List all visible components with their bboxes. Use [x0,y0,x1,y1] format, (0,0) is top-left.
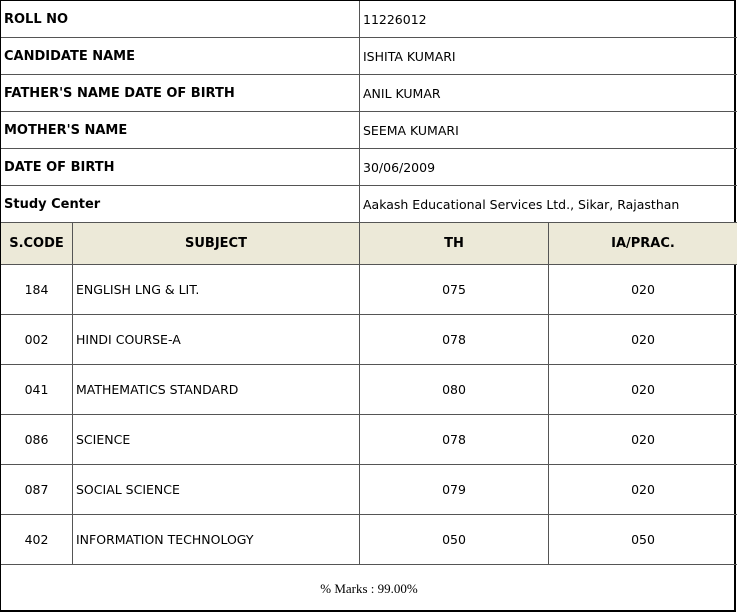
header-subject: SUBJECT [73,223,360,264]
subject-code: 041 [1,365,73,414]
header-th: TH [360,223,549,264]
subject-code: 087 [1,465,73,514]
ia-prac-marks: 020 [631,482,655,497]
theory-marks: 079 [360,465,549,514]
subject-name: MATHEMATICS STANDARD [73,365,360,414]
subject-name: SCIENCE [73,415,360,464]
info-row-candidate-name [1,38,737,75]
info-label: FATHER'S NAME DATE OF BIRTH [1,75,360,111]
info-label: Study Center [1,186,360,222]
info-value: Aakash Educational Services Ltd., Sikar, Rajasthan [363,196,680,212]
theory-marks: 050 [360,515,549,564]
info-value: ANIL KUMAR [363,85,441,101]
marks-header-row [1,223,737,265]
header-scode: S.CODE [1,223,73,264]
table-row [1,465,737,515]
theory-marks: 078 [360,315,549,364]
subject-name: INFORMATION TECHNOLOGY [73,515,360,564]
subject-code: 402 [1,515,73,564]
info-row-mother-name [1,112,737,149]
info-row-father-name [1,75,737,112]
table-row [1,365,737,415]
subject-code: 086 [1,415,73,464]
table-row [1,515,737,565]
info-label: CANDIDATE NAME [1,38,360,74]
info-row-date-of-birth [1,149,737,186]
table-row [1,415,737,465]
ia-prac-marks: 020 [631,332,655,347]
info-label: MOTHER'S NAME [1,112,360,148]
ia-prac-marks: 020 [631,282,655,297]
subject-name: ENGLISH LNG & LIT. [73,265,360,314]
subject-name: SOCIAL SCIENCE [73,465,360,514]
info-row-roll-no [1,1,737,38]
header-ia-prac: IA/PRAC. [611,236,675,251]
theory-marks: 080 [360,365,549,414]
info-value: ISHITA KUMARI [363,48,456,64]
info-label: ROLL NO [1,1,360,37]
info-label: DATE OF BIRTH [1,149,360,185]
info-value: SEEMA KUMARI [363,122,459,138]
info-value: 11226012 [363,11,427,27]
table-row [1,265,737,315]
subject-code: 184 [1,265,73,314]
percent-marks: % Marks : 99.00% [320,581,418,596]
theory-marks: 075 [360,265,549,314]
ia-prac-marks: 050 [631,532,655,547]
ia-prac-marks: 020 [631,382,655,397]
subject-code: 002 [1,315,73,364]
ia-prac-marks: 020 [631,432,655,447]
table-row [1,315,737,365]
theory-marks: 078 [360,415,549,464]
info-row-study-center [1,186,737,223]
info-value: 30/06/2009 [363,159,436,175]
subject-name: HINDI COURSE-A [73,315,360,364]
